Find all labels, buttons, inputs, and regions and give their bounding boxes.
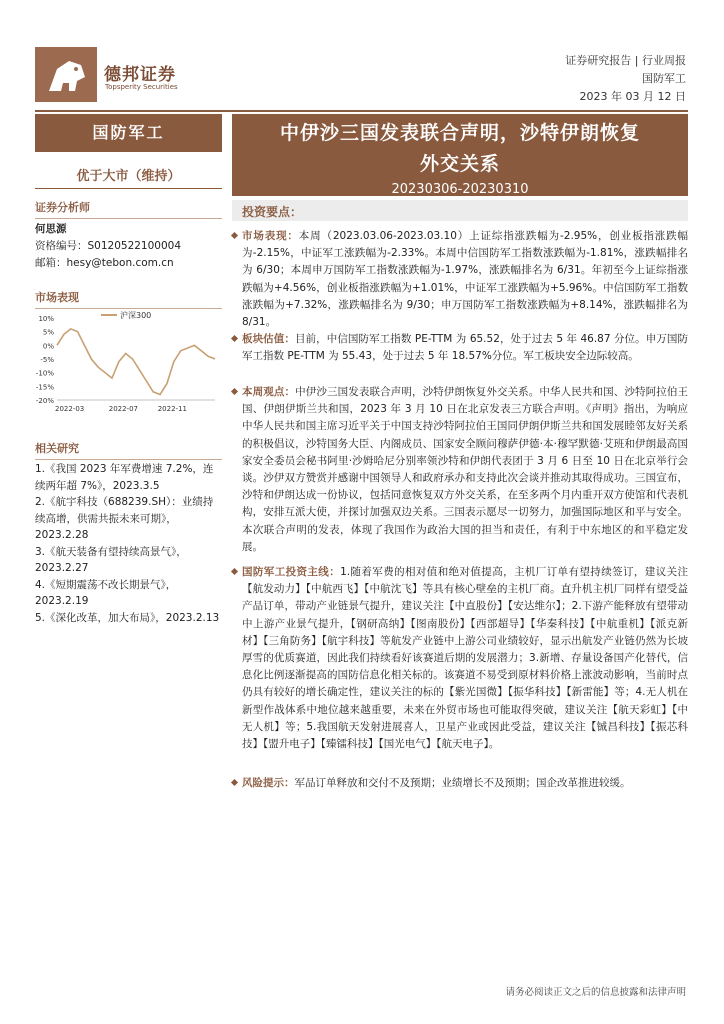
related-item[interactable]: 1.《我国 2023 年军费增速 7.2%，连续两年超 7%》，2023.3.5 <box>35 463 214 492</box>
report-type: 证券研究报告 | 行业周报 <box>565 54 686 67</box>
analyst-section-title: 证券分析师 <box>35 199 222 219</box>
para-label: 本周观点： <box>242 386 296 398</box>
report-title-line2: 外交关系 <box>419 153 500 175</box>
bullet-icon <box>231 232 238 239</box>
header-divider <box>35 110 688 112</box>
sector-tag: 国防军工 <box>642 72 686 85</box>
related-item[interactable]: 4.《短期震荡不改长期景气》，2023.2.19 <box>35 578 177 607</box>
para-text: 1.随着军费的相对值和绝对值提高，主机厂订单有望持续签订，建议关注【航发动力】【中航西飞】【中航沈飞】等具有核心壁垒的主机厂商。直升机主机厂同样有望受益产品订单，带动产业链景气提升，建议关注【中直股份】【安达维尔】；2.下游产能释放有望带动中上游产业景气提升，【钢研高纳】【图南股份】【西部超导】【华秦科技】【中航重机】【派克新材】【三角防务】【航宇科技】等航发产业链中上游公司业绩较好，显示出航发产业链仍然为长坡厚雪的优质赛道，因此我们持续看好该赛道后期的发展潜力；3.新增、存量设备国产化替代，信息化比例逐渐提高的国防信息化相关标的。该赛道不易受到原材料价格上涨波动影响，当前时点仍具有较好的增长确定性，建议关注的标的【紫光国微】【振华科技】【新雷能】等；4.无人机在新型作战体系中地位越来越重要，未来在外贸市场也可能取得突破，建议关注【航天彩虹】【中无人机】等；5.我国航天发射进展喜人，卫星产业或因此受益，建议关注【铖昌科技】【振芯科技】【盟升电子】【臻镭科技】【国光电气】【航天电子】。 <box>242 566 688 751</box>
investment-header: 投资要点： <box>242 205 303 219</box>
y-tick-label: -10% <box>35 369 54 378</box>
paragraph-valuation <box>242 331 688 365</box>
bullet-icon <box>231 335 238 342</box>
related-list <box>35 461 222 626</box>
bullet-icon <box>231 388 238 395</box>
paragraph-view <box>242 384 688 556</box>
paragraph-themes <box>242 564 688 753</box>
analyst-email[interactable]: 邮箱：hesy@tebon.com.cn <box>35 257 174 269</box>
report-date: 2023 年 03 月 12 日 <box>579 90 686 103</box>
related-section-title: 相关研究 <box>35 440 222 460</box>
para-label: 风险提示： <box>242 777 295 789</box>
y-tick-label: -15% <box>35 383 54 392</box>
y-tick-label: -5% <box>40 356 54 364</box>
logo-emblem <box>35 47 97 102</box>
logo-text: 德邦证券 <box>104 65 176 85</box>
related-item[interactable]: 2.《航宇科技（688239.SH）：业绩持续高增，供需共振未来可期》，2023.2.28 <box>35 496 214 541</box>
bullet-icon <box>231 779 238 786</box>
x-tick-label: 2022-03 <box>55 405 85 413</box>
logo-subtext: Topsperity Securities <box>105 83 178 91</box>
related-item[interactable]: 3.《航天装备有望持续高景气》，2023.2.27 <box>35 545 187 574</box>
y-tick-label: 0% <box>42 342 54 351</box>
report-period: 20230306-20230310 <box>391 182 529 197</box>
x-tick-label: 2022-07 <box>108 405 138 413</box>
para-text: 本周（2023.03.06-2023.03.10）上证综指涨跌幅为-2.95%，创业板指涨跌幅为-2.15%，中证军工涨跌幅为-2.33%。本周中信国防军工指数涨跌幅为-1.81%，涨跌幅排名为 6/30；本周申万国防军工指数涨跌幅为-1.97%，涨跌幅排名为 6/31。年初至今上证综指涨跌幅为+4.56%，创业板指涨跌幅为+1.01%，中证军工涨跌幅为+5.96%。中信国防军工指数涨跌幅为+7.32%，涨跌幅排名为 9/30；申万国防军工指数涨跌幅为+8.14%，涨跌幅排名为 8/31。 <box>242 230 689 329</box>
report-title-line1: 中伊沙三国发表联合声明，沙特伊朗恢复 <box>279 122 640 144</box>
paragraph-market <box>242 228 688 331</box>
para-label: 国防军工投资主线： <box>242 566 341 578</box>
y-tick-label: 10% <box>38 315 54 323</box>
para-label: 板块估值： <box>242 333 295 345</box>
para-text: 目前，中信国防军工指数 PE-TTM 为 65.52，处于过去 5 年 46.87 分位。申万国防军工指数 PE-TTM 为 55.43，处于过去 5 年 18.57%分位。军工板块安全边际较高。 <box>242 333 688 363</box>
x-tick-label: 2022-11 <box>157 405 187 413</box>
rating: 优于大市（维持） <box>76 169 181 184</box>
legend-label: 沪深300 <box>120 311 152 320</box>
analyst-name: 何思源 <box>35 223 67 235</box>
para-text: 中伊沙三国发表联合声明，沙特伊朗恢复外交关系。中华人民共和国、沙特阿拉伯王国、伊朗伊斯兰共和国，2023 年 3 月 10 日在北京发表三方联合声明。《声明》指出，为响应中华人民共和国主席习近平关于中国支持沙特阿拉伯王国同伊朗伊斯兰共和国发展睦邻友好关系的积极倡议，沙特国务大臣、内阁成员、国家安全顾问穆萨伊德·本·穆罕默德·艾班和伊朗最高国家安全委员会秘书阿里·沙姆哈尼分别率领沙特和伊朗代表团于 3 月 6 日至 10 日在北京举行会谈。沙伊双方赞赏并感谢中国领导人和政府承办和支持此次会谈并推动其取得成功。三国宣布，沙特和伊朗达成一份协议，包括同意恢复双方外交关系，在至多两个月内重开双方使馆和代表机构，安排互派大使，并探讨加强双边关系。三国表示愿尽一切努力，加强国际地区和平与安全。本次联合声明的发表，体现了我国作为政治大国的担当和责任，有利于中东地区的和平稳定发展。 <box>242 386 689 553</box>
y-tick-label: -20% <box>35 397 54 405</box>
paragraph-risk <box>242 775 688 792</box>
sector-banner: 国防军工 <box>35 114 222 152</box>
analyst-cert: 资格编号：S0120522100004 <box>35 240 182 252</box>
para-text: 军品订单释放和交付不及预期；业绩增长不及预期；国企改革推进较缓。 <box>294 777 631 789</box>
market-section-title: 市场表现 <box>35 289 222 309</box>
market-chart <box>35 308 222 420</box>
footer-disclaimer: 请务必阅读正文之后的信息披露和法律声明 <box>505 987 686 998</box>
bullet-icon <box>231 568 238 575</box>
title-banner <box>232 114 688 196</box>
related-item[interactable]: 5.《深化改革，加大布局》，2023.2.13 <box>35 611 220 624</box>
para-label: 市场表现： <box>242 230 299 242</box>
divider <box>35 188 222 189</box>
y-tick-label: 5% <box>42 328 54 337</box>
series-line <box>57 329 215 395</box>
